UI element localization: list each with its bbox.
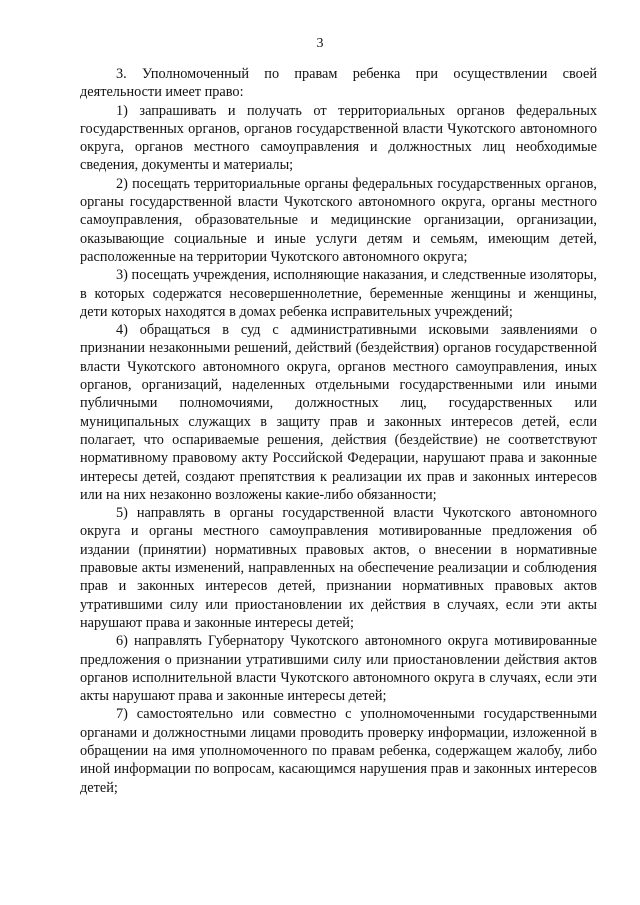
document-body <box>80 65 597 797</box>
paragraph-item-6: 6) направлять Губернатору Чукотского автономного округа мотивированные предложения о признании утратившими силу или приостановлении действия актов органов исполнительной власти Чукотского автономного округа в случаях, если эти акты нарушают права и законные интересы детей; <box>80 633 597 705</box>
paragraph-item-4: 4) обращаться в суд с административными исковыми заявлениями о признании незаконными решений, действий (бездействия) органов государственной власти Чукотского автономного округа, органов местного самоуправления, иных органов, организаций, наделенных отдельными государственными или иными публичными полномочиями, должностных лиц, государственных или муниципальных служащих в защиту прав и законных интересов детей, если полагает, что оспариваемые решения, действия (бездействие) не соответствуют нормативному правовому акту Российской Федерации, нарушают права и законные интересы детей, создают препятствия к реализации их прав и законных интересов или на них незаконно возложены какие-либо обязанности; <box>80 322 597 503</box>
paragraph-item-7: 7) самостоятельно или совместно с уполномоченными государственными органами и должностными лицами проводить проверку информации, изложенной в обращении на имя уполномоченного по правам ребенка, содержащем жалобу, либо иной информации по вопросам, касающимся нарушения прав и законных интересов детей; <box>80 706 597 796</box>
page-number: 3 <box>316 36 324 51</box>
paragraph-item-1: 1) запрашивать и получать от территориальных органов федеральных государственных органов, органов государственной власти Чукотского автономного округа, органов местного самоуправления и должностных лиц необходимые сведения, документы и материалы; <box>80 102 597 174</box>
paragraph-item-5: 5) направлять в органы государственной власти Чукотского автономного округа и органы местного самоуправления мотивированные предложения об издании (принятии) нормативных правовых актов, о внесении в нормативные правовые акты изменений, направленных на обеспечение реализации и соблюдения прав и законных интересов детей, признании нормативных правовых актов утратившими силу или приостановлении их действия в случаях, если эти акты нарушают права и законные интересы детей; <box>80 505 597 631</box>
paragraph-intro: 3. Уполномоченный по правам ребенка при осуществлении своей деятельности имеет право: <box>80 66 597 101</box>
paragraph-item-3: 3) посещать учреждения, исполняющие наказания, и следственные изоляторы, в которых содержатся несовершеннолетние, беременные женщины и женщины, дети которых находятся в домах ребенка исправительных учреждений; <box>80 267 597 320</box>
paragraph-item-2: 2) посещать территориальные органы федеральных государственных органов, органы государственной власти Чукотского автономного округа, органы местного самоуправления, образовательные и медицинские организации, организации, оказывающие социальные и иные услуги детям и семьям, имеющим детей, расположенные на территории Чукотского автономного округа; <box>80 175 597 265</box>
